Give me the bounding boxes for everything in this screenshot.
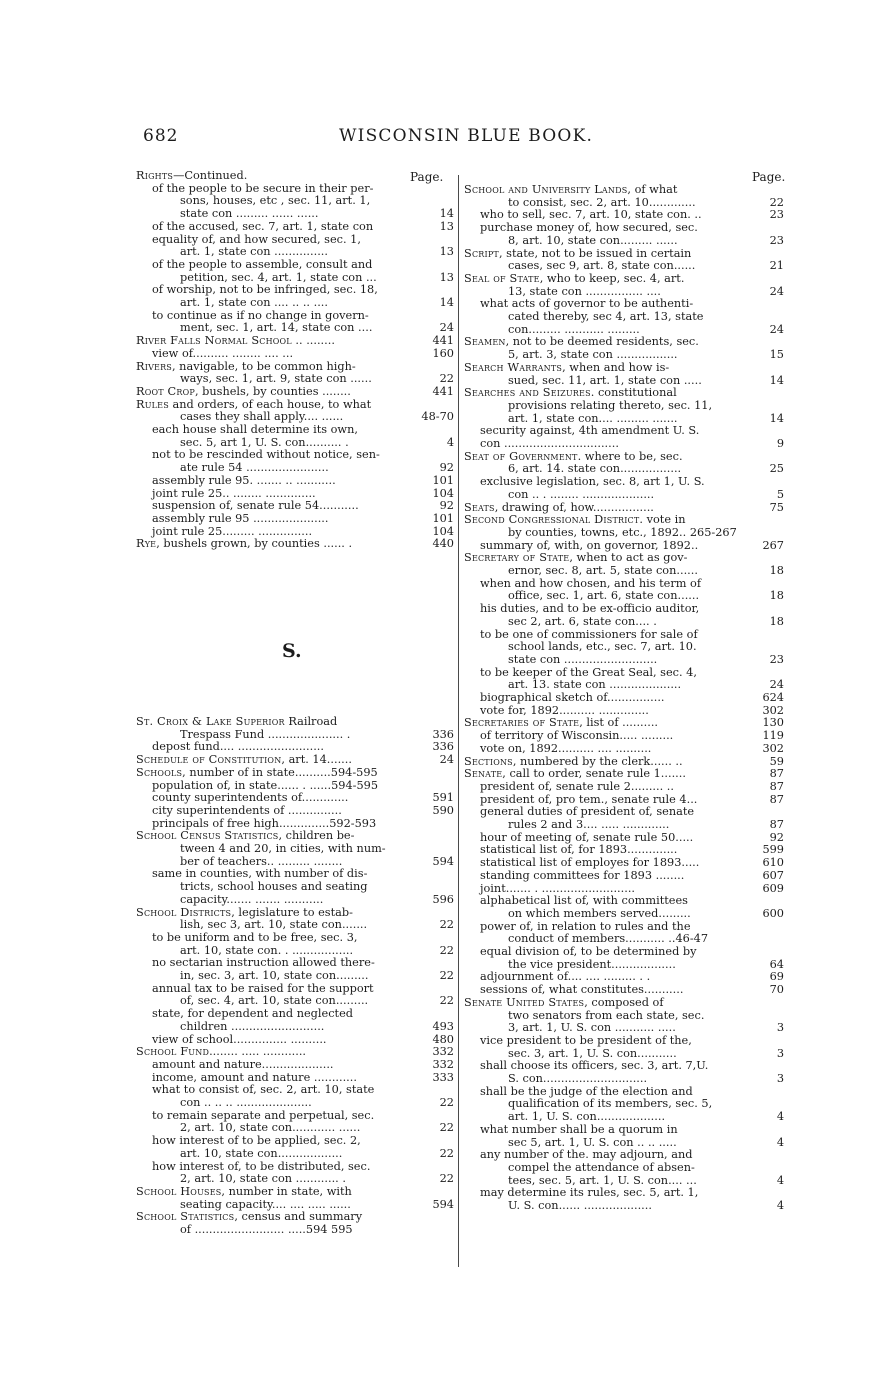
page-reference: 336	[432, 740, 454, 754]
entry-description: by counties, towns, etc., 1892.. 265-267	[508, 525, 737, 539]
entry-heading: Schedule of Constitution	[136, 753, 282, 767]
entry-description: president of, pro tem., senate rule 4...	[480, 792, 698, 806]
entry-description: petition, sec. 4, art. 1, state con ...	[180, 270, 377, 284]
entry-description: , bushels grown, by counties ...... .	[156, 537, 353, 551]
entry-text	[180, 1224, 353, 1237]
entry-heading: School and University Lands	[464, 183, 628, 196]
entry-description: . constitutional	[590, 386, 677, 400]
entry-description: lish, sec 3, art. 10, state con.......	[180, 918, 368, 932]
page-reference: 336	[432, 727, 454, 741]
entry-heading: Search Warrants	[464, 360, 563, 374]
page-reference: 48-70	[421, 410, 454, 424]
entry-description: 2, art. 10, state con............ ......	[180, 1121, 361, 1135]
entry-description: ........ ..... ............	[209, 1045, 307, 1059]
entry-description: capacity....... ....... ...........	[180, 892, 324, 906]
entry-description: president of, senate rule 2......... ..	[480, 779, 674, 793]
entry-description: to continue as if no change in govern-	[152, 308, 369, 322]
entry-description: each house shall determine its own,	[152, 423, 358, 436]
page-column-heading-right: Page.	[752, 170, 786, 184]
entry-description: what acts of governor to be authenti-	[480, 297, 694, 311]
entry-description: art. 10, state con. . .................	[180, 943, 354, 957]
entry-description: state con ..........................	[508, 652, 658, 666]
entry-description: what number shall be a quorum in	[480, 1122, 678, 1136]
entry-heading: School Statistics	[136, 1210, 235, 1224]
entry-description: standing committees for 1893 ........	[480, 868, 685, 882]
entry-description: to be one of commissioners for sale of	[480, 627, 698, 641]
page-reference: 14	[439, 207, 454, 221]
entry-heading: Seamen	[464, 335, 506, 349]
entry-description: may determine its rules, sec. 5, art. 1,	[480, 1186, 699, 1200]
entry-description: depost fund.... ........................	[152, 740, 324, 754]
page-reference: 599	[762, 843, 784, 857]
entry-description: of the people to assemble, consult and	[152, 257, 373, 271]
entry-description: . vote in	[639, 513, 686, 527]
page-reference: 87	[769, 767, 784, 781]
entry-description: same in counties, with number of dis-	[152, 867, 368, 881]
entry-description: seating capacity.... .... ..... ......	[180, 1197, 351, 1211]
entry-description: joint rule 25......... ...............	[152, 524, 313, 538]
entry-description: art. 13. state con ....................	[508, 678, 682, 692]
entry-description: —Continued.	[173, 169, 248, 182]
entry-description: view of school............... ..........	[152, 1032, 327, 1046]
page-number: 682	[143, 126, 179, 146]
page-reference: 302	[762, 703, 784, 717]
entry-description: children ..........................	[180, 1019, 325, 1033]
page-reference: 22	[439, 994, 454, 1008]
page-reference: 13	[439, 245, 454, 259]
entry-text	[508, 1200, 652, 1213]
entry-description: and orders, of each house, to what	[168, 397, 372, 411]
page-reference: 14	[439, 296, 454, 309]
entry-description: suspension of, senate rule 54...........	[152, 499, 359, 513]
entry-description: two senators from each state, sec.	[508, 1008, 705, 1022]
page-reference: 87	[769, 792, 784, 806]
page-reference: 25	[769, 462, 784, 476]
entry-description: 2, art. 10, state con ............ .	[180, 1172, 346, 1186]
page-reference: 119	[762, 729, 784, 743]
entry-description: ment, sec. 1, art. 14, state con ....	[180, 321, 373, 335]
entry-description: power of, in relation to rules and the	[480, 919, 691, 933]
entry-description: joint....... . ..........................	[480, 881, 636, 895]
entry-description: alphabetical list of, with committees	[480, 894, 688, 908]
entry-description: state, for dependent and neglected	[152, 1007, 353, 1021]
page-reference: 9	[776, 437, 784, 450]
entry-description: to consist, sec. 2, art. 10.............	[508, 195, 696, 209]
entry-description: 5, art. 3, state con .................	[508, 348, 678, 362]
page-reference: 160	[432, 346, 454, 360]
page-reference: 609	[762, 881, 784, 895]
entry-description: sec 2, art. 6, state con.... .	[508, 614, 657, 628]
entry-description: what to consist of, sec. 2, art. 10, state	[152, 1083, 375, 1097]
page-reference: 4	[776, 1173, 784, 1187]
entry-heading: Rights	[136, 169, 174, 182]
entry-description: amount and nature....................	[152, 1057, 334, 1071]
entry-description: 6, art. 14. state con.................	[508, 462, 682, 476]
entry-description: of ......................... .....594 595	[180, 1223, 353, 1236]
entry-description: how interest of to be applied, sec. 2,	[152, 1134, 361, 1148]
entry-heading: River Falls Normal School	[136, 334, 292, 348]
page-reference: 104	[432, 486, 454, 500]
page-reference: 18	[769, 614, 784, 628]
entry-description: city superintendents of ...............	[152, 803, 342, 817]
entry-description: state con ......... ...... ......	[180, 207, 319, 221]
entry-description: purchase money of, how secured, sec.	[480, 221, 698, 235]
page-reference: 92	[439, 461, 454, 475]
index-entry	[136, 1224, 454, 1237]
entry-heading: Rye	[136, 537, 157, 551]
entry-description: income, amount and nature ............	[152, 1070, 357, 1084]
entry-heading: Seat of Government	[464, 449, 578, 463]
page-reference: 22	[439, 1121, 454, 1135]
entry-description: hour of meeting of, senate rule 50.....	[480, 830, 694, 844]
entry-description: art. 1, state con .... .. .. ....	[180, 296, 328, 309]
entry-description: , when to act as gov-	[569, 551, 688, 565]
index-entry	[464, 1200, 784, 1213]
entry-heading: Seal of State	[464, 271, 540, 285]
page-reference: 480	[432, 1032, 454, 1046]
entry-description: , number of in state..........594-595	[182, 765, 378, 779]
page-reference: 24	[769, 284, 784, 298]
entry-description: conduct of members........... ..46-47	[508, 932, 709, 946]
page-reference: 18	[769, 589, 784, 603]
entry-description: population of, in state...... . ......594-595	[152, 778, 379, 792]
page-reference: 130	[762, 716, 784, 730]
entry-description: con......... ........... .........	[508, 322, 640, 336]
entry-description: , bushels, by counties ........	[194, 384, 351, 398]
entry-description: who to sell, sec. 7, art. 10, state con. ..	[480, 208, 702, 222]
entry-description: sec 5, art. 1, U. S. con .. .. .....	[508, 1135, 677, 1149]
entry-description: principals of free high..............592-593	[152, 816, 377, 830]
entry-description: to be uniform and to be free, sec. 3,	[152, 930, 358, 944]
page-reference: 13	[439, 219, 454, 233]
entry-heading: School Houses	[136, 1184, 222, 1198]
entry-description: compel the attendance of absen-	[508, 1160, 695, 1174]
entry-description: of the accused, sec. 7, art. 1, state con	[152, 219, 374, 233]
entry-description: Trespass Fund ..................... .	[180, 727, 351, 741]
column-divider	[458, 175, 459, 1267]
entry-description: equal division of, to be determined by	[480, 945, 697, 958]
entry-description: con .. .. .. .....................	[180, 1096, 312, 1109]
entry-heading: Root Crop	[136, 384, 195, 398]
entry-description: view of.......... ........ .... ...	[152, 346, 294, 360]
page-reference: 23	[769, 652, 784, 666]
page-header	[143, 126, 763, 150]
page-reference: 22	[439, 943, 454, 957]
page-reference: 591	[432, 791, 454, 805]
entry-description: , when and how is-	[562, 360, 670, 374]
page-reference: 23	[769, 208, 784, 222]
entry-description: his duties, and to be ex-officio auditor,	[480, 602, 700, 616]
running-title: WISCONSIN BLUE BOOK.	[339, 126, 594, 146]
page-reference: 22	[439, 1146, 454, 1160]
page-reference: 24	[769, 678, 784, 692]
entry-description: equality of, and how secured, sec. 1,	[152, 232, 361, 246]
entry-description: art. 10, state con..................	[180, 1146, 343, 1160]
entry-description: in, sec. 3, art. 10, state con.........	[180, 969, 369, 982]
entry-description: . where to be, sec.	[577, 449, 683, 463]
page-reference: 22	[439, 969, 454, 982]
entry-heading: Senate United States	[464, 995, 585, 1009]
entry-description: sec. 3, art. 1, U. S. con...........	[508, 1046, 677, 1060]
entry-description: provisions relating thereto, sec. 11,	[508, 398, 713, 412]
entry-description: qualification of its members, sec. 5,	[508, 1097, 713, 1111]
entry-description: con ................................	[480, 437, 619, 450]
page-reference: 610	[762, 856, 784, 870]
entry-description: art. 1, U. S. con...................	[508, 1110, 666, 1124]
page-reference: 493	[432, 1019, 454, 1033]
entry-description: joint rule 25.. ........ ..............	[152, 486, 316, 500]
entry-description: con .. . ........ ....................	[508, 487, 655, 501]
entry-description: shall be the judge of the election and	[480, 1084, 693, 1098]
entry-heading: Seats	[464, 500, 495, 514]
entry-description: of worship, not to be infringed, sec. 18,	[152, 283, 378, 297]
entry-description: art. 1, state con.... ......... .......	[508, 411, 678, 425]
page-reference: 3	[776, 1021, 784, 1035]
entry-description: U. S. con...... ...................	[508, 1199, 652, 1212]
entry-description: , of what	[627, 183, 678, 196]
entry-description: , numbered by the clerk...... ..	[512, 754, 683, 768]
entry-heading: School Fund	[136, 1045, 210, 1059]
page-reference: 24	[769, 322, 784, 336]
entry-description: , state, not to be issued in certain	[498, 246, 692, 260]
entry-description: ber of teachers.. ......... ........	[180, 854, 343, 868]
entry-description: school lands, etc., sec. 7, art. 10.	[508, 640, 697, 654]
page-reference: 22	[769, 195, 784, 209]
entry-text	[136, 538, 352, 551]
page-reference: 3	[776, 1046, 784, 1060]
entry-description: rules 2 and 3.... ..... .............	[508, 818, 670, 831]
entry-heading: Second Congressional District	[464, 513, 640, 527]
page-reference: 594	[432, 1197, 454, 1211]
entry-description: to remain separate and perpetual, sec.	[152, 1108, 375, 1122]
entry-description: summary of, with, on governor, 1892..	[480, 538, 699, 552]
page-reference: 22	[439, 1096, 454, 1109]
page-reference: 69	[769, 970, 784, 984]
entry-description: to be keeper of the Great Seal, sec. 4,	[480, 665, 697, 679]
entry-description: , census and summary	[234, 1210, 363, 1224]
page-column-heading-left: Page.	[410, 170, 444, 184]
page-reference: 70	[769, 983, 784, 997]
page-reference: 22	[439, 372, 454, 386]
entry-description: ways, sec. 1, art. 9, state con ......	[180, 372, 372, 386]
page-reference: 87	[769, 818, 784, 831]
page-reference: 441	[432, 334, 454, 348]
page-reference: 92	[769, 830, 784, 844]
entry-heading: Senate	[464, 767, 503, 781]
page-reference: 4	[446, 435, 454, 449]
entry-heading: Sections	[464, 754, 513, 768]
page-reference: 87	[769, 779, 784, 793]
page-reference: 5	[776, 487, 784, 501]
entry-description: cases, sec 9, art. 8, state con......	[508, 259, 696, 273]
page-reference: 4	[776, 1135, 784, 1149]
page-reference: 596	[432, 892, 454, 906]
entry-description: ernor, sec. 8, art. 5, state con......	[508, 564, 698, 577]
entry-description: statistical list of employes for 1893.....	[480, 856, 700, 870]
entry-description: office, sec. 1, art. 6, state con......	[508, 589, 700, 603]
page-reference: 15	[769, 348, 784, 362]
page-reference: 14	[769, 373, 784, 387]
entry-description: how interest of, to be distributed, sec.	[152, 1159, 371, 1173]
entry-heading: School Census Statistics	[136, 829, 279, 843]
entry-description: tees, sec. 5, art. 1, U. S. con.... ...	[508, 1173, 697, 1187]
entry-description: , children be-	[278, 829, 355, 843]
entry-description: , list of ..........	[579, 716, 659, 730]
entry-description: annual tax to be raised for the support	[152, 981, 374, 995]
entry-description: the vice president..................	[508, 957, 676, 971]
entry-description: tricts, school houses and seating	[180, 880, 368, 894]
entry-description: security against, 4th amendment U. S.	[480, 424, 700, 438]
entry-description: vice president to be president of the,	[480, 1033, 692, 1047]
entry-description: sessions of, what constitutes...........	[480, 983, 684, 997]
entry-description: county superintendents of.............	[152, 791, 349, 805]
entry-description: when and how chosen, and his term of	[480, 576, 702, 590]
page-reference: 332	[432, 1045, 454, 1059]
entry-description: on which members served.........	[508, 906, 691, 920]
entry-heading: Rules	[136, 397, 169, 411]
entry-description: ate rule 54 .......................	[180, 461, 329, 475]
entry-heading: Secretary of State	[464, 551, 570, 565]
entry-description: vote on, 1892.......... .... ..........	[480, 741, 652, 755]
entry-description: adjournment of.... .... ......... . .	[480, 970, 651, 984]
page-reference: 14	[769, 411, 784, 425]
entry-description: no sectarian instruction allowed there-	[152, 956, 375, 970]
entry-description: general duties of president of, senate	[480, 805, 695, 819]
page-reference: 333	[432, 1070, 454, 1084]
entry-description: S. con.............................	[508, 1072, 648, 1085]
entry-description: Railroad	[284, 715, 338, 728]
page-reference: 624	[762, 691, 784, 704]
section-letter: S.	[282, 640, 302, 662]
entry-description: , composed of	[584, 995, 664, 1009]
entry-description: exclusive legislation, sec. 8, art 1, U. S.	[480, 475, 705, 489]
entry-heading: Schools	[136, 765, 183, 779]
entry-description: , call to order, senate rule 1.......	[502, 767, 686, 781]
page-reference: 24	[439, 321, 454, 335]
index-entry	[136, 538, 454, 551]
page-reference: 23	[769, 233, 784, 247]
page-reference: 21	[769, 259, 784, 273]
page-reference: 22	[439, 918, 454, 932]
entry-description: biographical sketch of................	[480, 691, 665, 704]
entry-heading: St. Croix & Lake Superior	[136, 715, 285, 728]
entry-description: of, sec. 4, art. 10, state con.........	[180, 994, 369, 1008]
entry-description: , navigable, to be common high-	[172, 359, 356, 373]
entry-description: assembly rule 95 .....................	[152, 511, 329, 525]
entry-description: art. 1, state con ...............	[180, 245, 328, 259]
entry-heading: Rivers	[136, 359, 172, 373]
page-reference: 441	[432, 384, 454, 398]
page-reference: 75	[769, 500, 784, 514]
entry-description: , who to keep, sec. 4, art.	[539, 271, 685, 285]
entry-heading: Searches and Seizures	[464, 386, 591, 400]
page-reference: 590	[432, 803, 454, 817]
page-reference: 607	[762, 868, 784, 882]
entry-description: statistical list of, for 1893..............	[480, 843, 678, 857]
entry-description: of territory of Wisconsin..... .........	[480, 729, 674, 743]
entry-description: sec. 5, art 1, U. S. con.......... .	[180, 435, 349, 449]
entry-description: , drawing of, how.................	[494, 500, 654, 514]
page-reference: 59	[769, 754, 784, 768]
entry-heading: Secretaries of State	[464, 716, 580, 730]
page-reference: 4	[776, 1199, 784, 1212]
page-reference: 92	[439, 499, 454, 513]
entry-description: any number of the. may adjourn, and	[480, 1148, 693, 1162]
entry-description: vote for, 1892.......... ..............	[480, 703, 649, 717]
entry-description: cases they shall apply.... ......	[180, 410, 344, 424]
page-reference: 22	[439, 1172, 454, 1186]
page-reference: 3	[776, 1072, 784, 1085]
entry-description: 13, state con ................ ....	[508, 284, 661, 298]
page-reference: 101	[432, 511, 454, 525]
entry-heading: Script	[464, 246, 499, 260]
entry-description: assembly rule 95. ....... .. ...........	[152, 473, 336, 487]
page-reference: 18	[769, 564, 784, 577]
entry-description: tween 4 and 20, in cities, with num-	[180, 842, 386, 855]
page-reference: 104	[432, 524, 454, 538]
page-reference: 267	[762, 538, 784, 552]
page-reference: 600	[762, 906, 784, 920]
entry-description: 8, art. 10, state con......... ......	[508, 233, 678, 247]
page-reference: 64	[769, 957, 784, 971]
entry-heading: School Districts	[136, 905, 232, 919]
page-reference: 332	[432, 1057, 454, 1071]
entry-description: shall choose its officers, sec. 3, art. 7,U.	[480, 1059, 709, 1073]
page-reference: 594	[432, 854, 454, 868]
page-reference: 4	[776, 1110, 784, 1124]
page-reference: 101	[432, 473, 454, 487]
entry-description: , legislature to estab-	[231, 905, 353, 919]
page-reference: 13	[439, 270, 454, 284]
entry-description: of the people to be secure in their per-	[152, 181, 374, 195]
entry-description: sued, sec. 11, art. 1, state con .....	[508, 373, 702, 387]
entry-description: .. ........	[291, 334, 335, 348]
entry-description: , art. 14.......	[281, 753, 352, 767]
entry-description: , not to be deemed residents, sec.	[505, 335, 699, 349]
page-reference: 302	[762, 741, 784, 755]
page-reference: 440	[432, 537, 454, 551]
entry-description: sons, houses, etc , sec. 11, art. 1,	[180, 194, 371, 208]
entry-description: 3, art. 1, U. S. con ........... .....	[508, 1021, 676, 1035]
page-reference: 24	[439, 753, 454, 767]
entry-description: , number in state, with	[221, 1184, 352, 1198]
entry-description: cated thereby, sec 4, art. 13, state	[508, 310, 704, 323]
entry-description: not to be rescinded without notice, sen-	[152, 448, 380, 462]
